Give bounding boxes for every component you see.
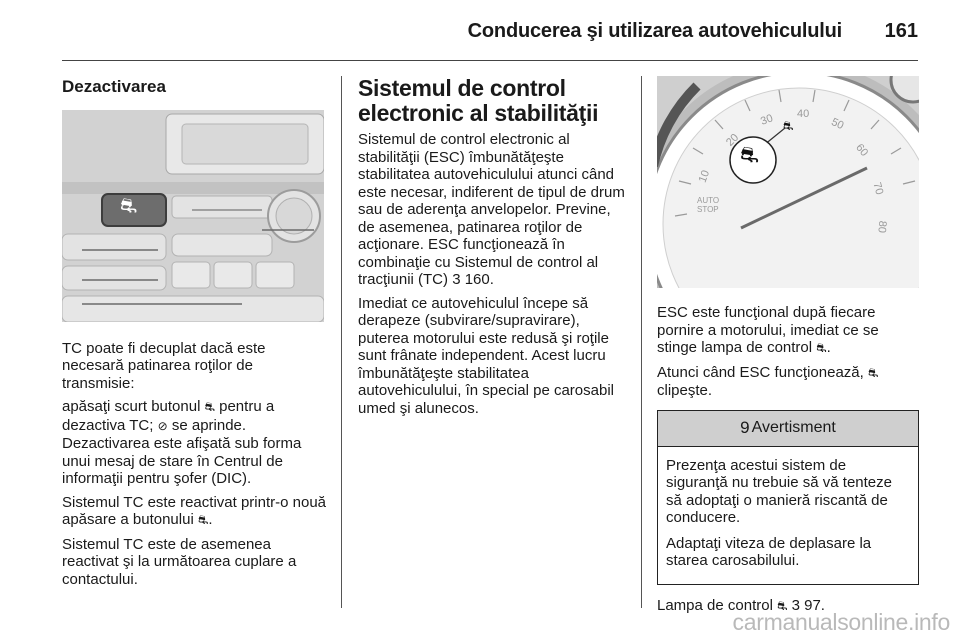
paragraph <box>657 364 921 400</box>
warning-body <box>658 447 918 584</box>
gauge-tick-70: 70 <box>870 181 886 197</box>
column-1 <box>62 76 326 594</box>
cross-reference: 3 97. <box>791 596 825 614</box>
text-run: Atunci când ESC funcţionează, <box>657 363 864 381</box>
warning-title: Avertisment <box>751 419 836 437</box>
text-run: Sistemul TC este reactivat printr-o nouă apăsare a butonului <box>62 493 327 528</box>
paragraph <box>62 398 326 488</box>
warning-paragraph: Adaptaţi viteza de deplasare la starea carosabilului. <box>666 534 872 569</box>
gauge-tick-10: 10 <box>696 168 713 185</box>
tc-button-icon: ⛐ <box>120 194 138 217</box>
text-run: pentru a dezactiva TC; <box>62 398 275 434</box>
text-run: se aprinde. Dezactivarea este afişată sub forma unui mesaj de stare în Centrul de informaţii pentru şofer (DIC). <box>62 416 302 487</box>
column-2 <box>358 76 626 423</box>
gauge-tick-80: 80 <box>875 220 889 234</box>
gauge-tick-40: 40 <box>797 108 810 120</box>
paragraph <box>358 131 626 289</box>
paragraph: Sistemul TC este de asemenea reactivat şi la următoarea cuplare a contactului. <box>62 535 297 588</box>
column-divider <box>341 76 342 608</box>
text-run: apăsaţi scurt butonul <box>62 398 201 415</box>
paragraph <box>657 304 921 358</box>
warning-header <box>658 411 918 447</box>
section-heading-esc: Sistemul de control electronic al stabilităţii <box>358 75 599 126</box>
esc-warning-lamp-icon: ⛐ <box>740 142 759 167</box>
running-header-title: Conducerea şi utilizarea autovehiculului <box>467 20 842 42</box>
esc-icon: ⛐ <box>777 598 788 613</box>
esc-small-icon: ⛐ <box>783 119 794 133</box>
speedometer-illustration <box>657 76 919 288</box>
text-run: . <box>826 339 831 356</box>
dashboard-button-illustration <box>62 110 324 322</box>
text-run: Lampa de control <box>657 596 773 614</box>
warning-box <box>657 410 919 585</box>
column-divider <box>641 76 642 608</box>
esc-icon: ⛐ <box>816 341 827 355</box>
gauge-tick-30: 30 <box>759 112 775 128</box>
section-heading-deactivation: Dezactivarea <box>62 77 166 96</box>
cross-reference: 3 160. <box>452 271 494 288</box>
text-run: clipeşte. <box>657 382 713 399</box>
paragraph: TC poate fi decuplat dacă este necesară patinarea roţilor de transmisie: <box>62 339 266 392</box>
gauge-tick-20: 20 <box>724 131 742 149</box>
text-run: ESC este funcţional după fiecare pornire a motorului, imediat ce se stinge lampa de control <box>657 304 879 356</box>
paragraph: Imediat ce autovehiculul începe să derapeze (subvirare/supravirare), puterea motorului este redusă şi roţile sunt frânate independent. Acest lucru îmbunătăţeşte stabilitatea autovehiculului, în special pe carosabil umed şi alunecos. <box>358 294 614 417</box>
text-run: Sistemul de control electronic al stabilităţii (ESC) îmbunătăţeşte stabilitatea autovehiculului atunci când este necesar, indiferent de tipul de drum sau de aderenţa anvelopelor. Previne, de asemenea, patinarea roţilor de acţionare. ESC funcţionează în combinaţie cu Sistemul de control al tracţiunii (TC) <box>358 131 625 288</box>
auto-stop-label: AUTO STOP <box>697 196 720 214</box>
warning-paragraph: Prezenţa acestui sistem de siguranţă nu trebuie să vă tenteze să adoptaţi o manieră riscantă de conducere. <box>666 456 892 526</box>
page-number: 161 <box>884 20 918 42</box>
esc-icon: ⛐ <box>867 365 879 380</box>
esc-icon: ⛐ <box>197 513 209 527</box>
page-header <box>0 0 960 62</box>
dashboard-panel-drawing <box>62 110 324 322</box>
header-rule <box>62 60 918 61</box>
gauge-tick-50: 50 <box>829 116 846 133</box>
text-run: . <box>208 511 213 528</box>
paragraph <box>62 494 326 530</box>
warning-triangle-icon: 9 <box>740 418 750 438</box>
esc-icon: ⛐ <box>204 400 215 414</box>
tc-off-icon: ⊘ <box>157 418 168 433</box>
gauge-tick-60: 60 <box>853 141 871 159</box>
column-3 <box>657 76 921 621</box>
watermark: carmanualsonline.info <box>732 609 950 635</box>
